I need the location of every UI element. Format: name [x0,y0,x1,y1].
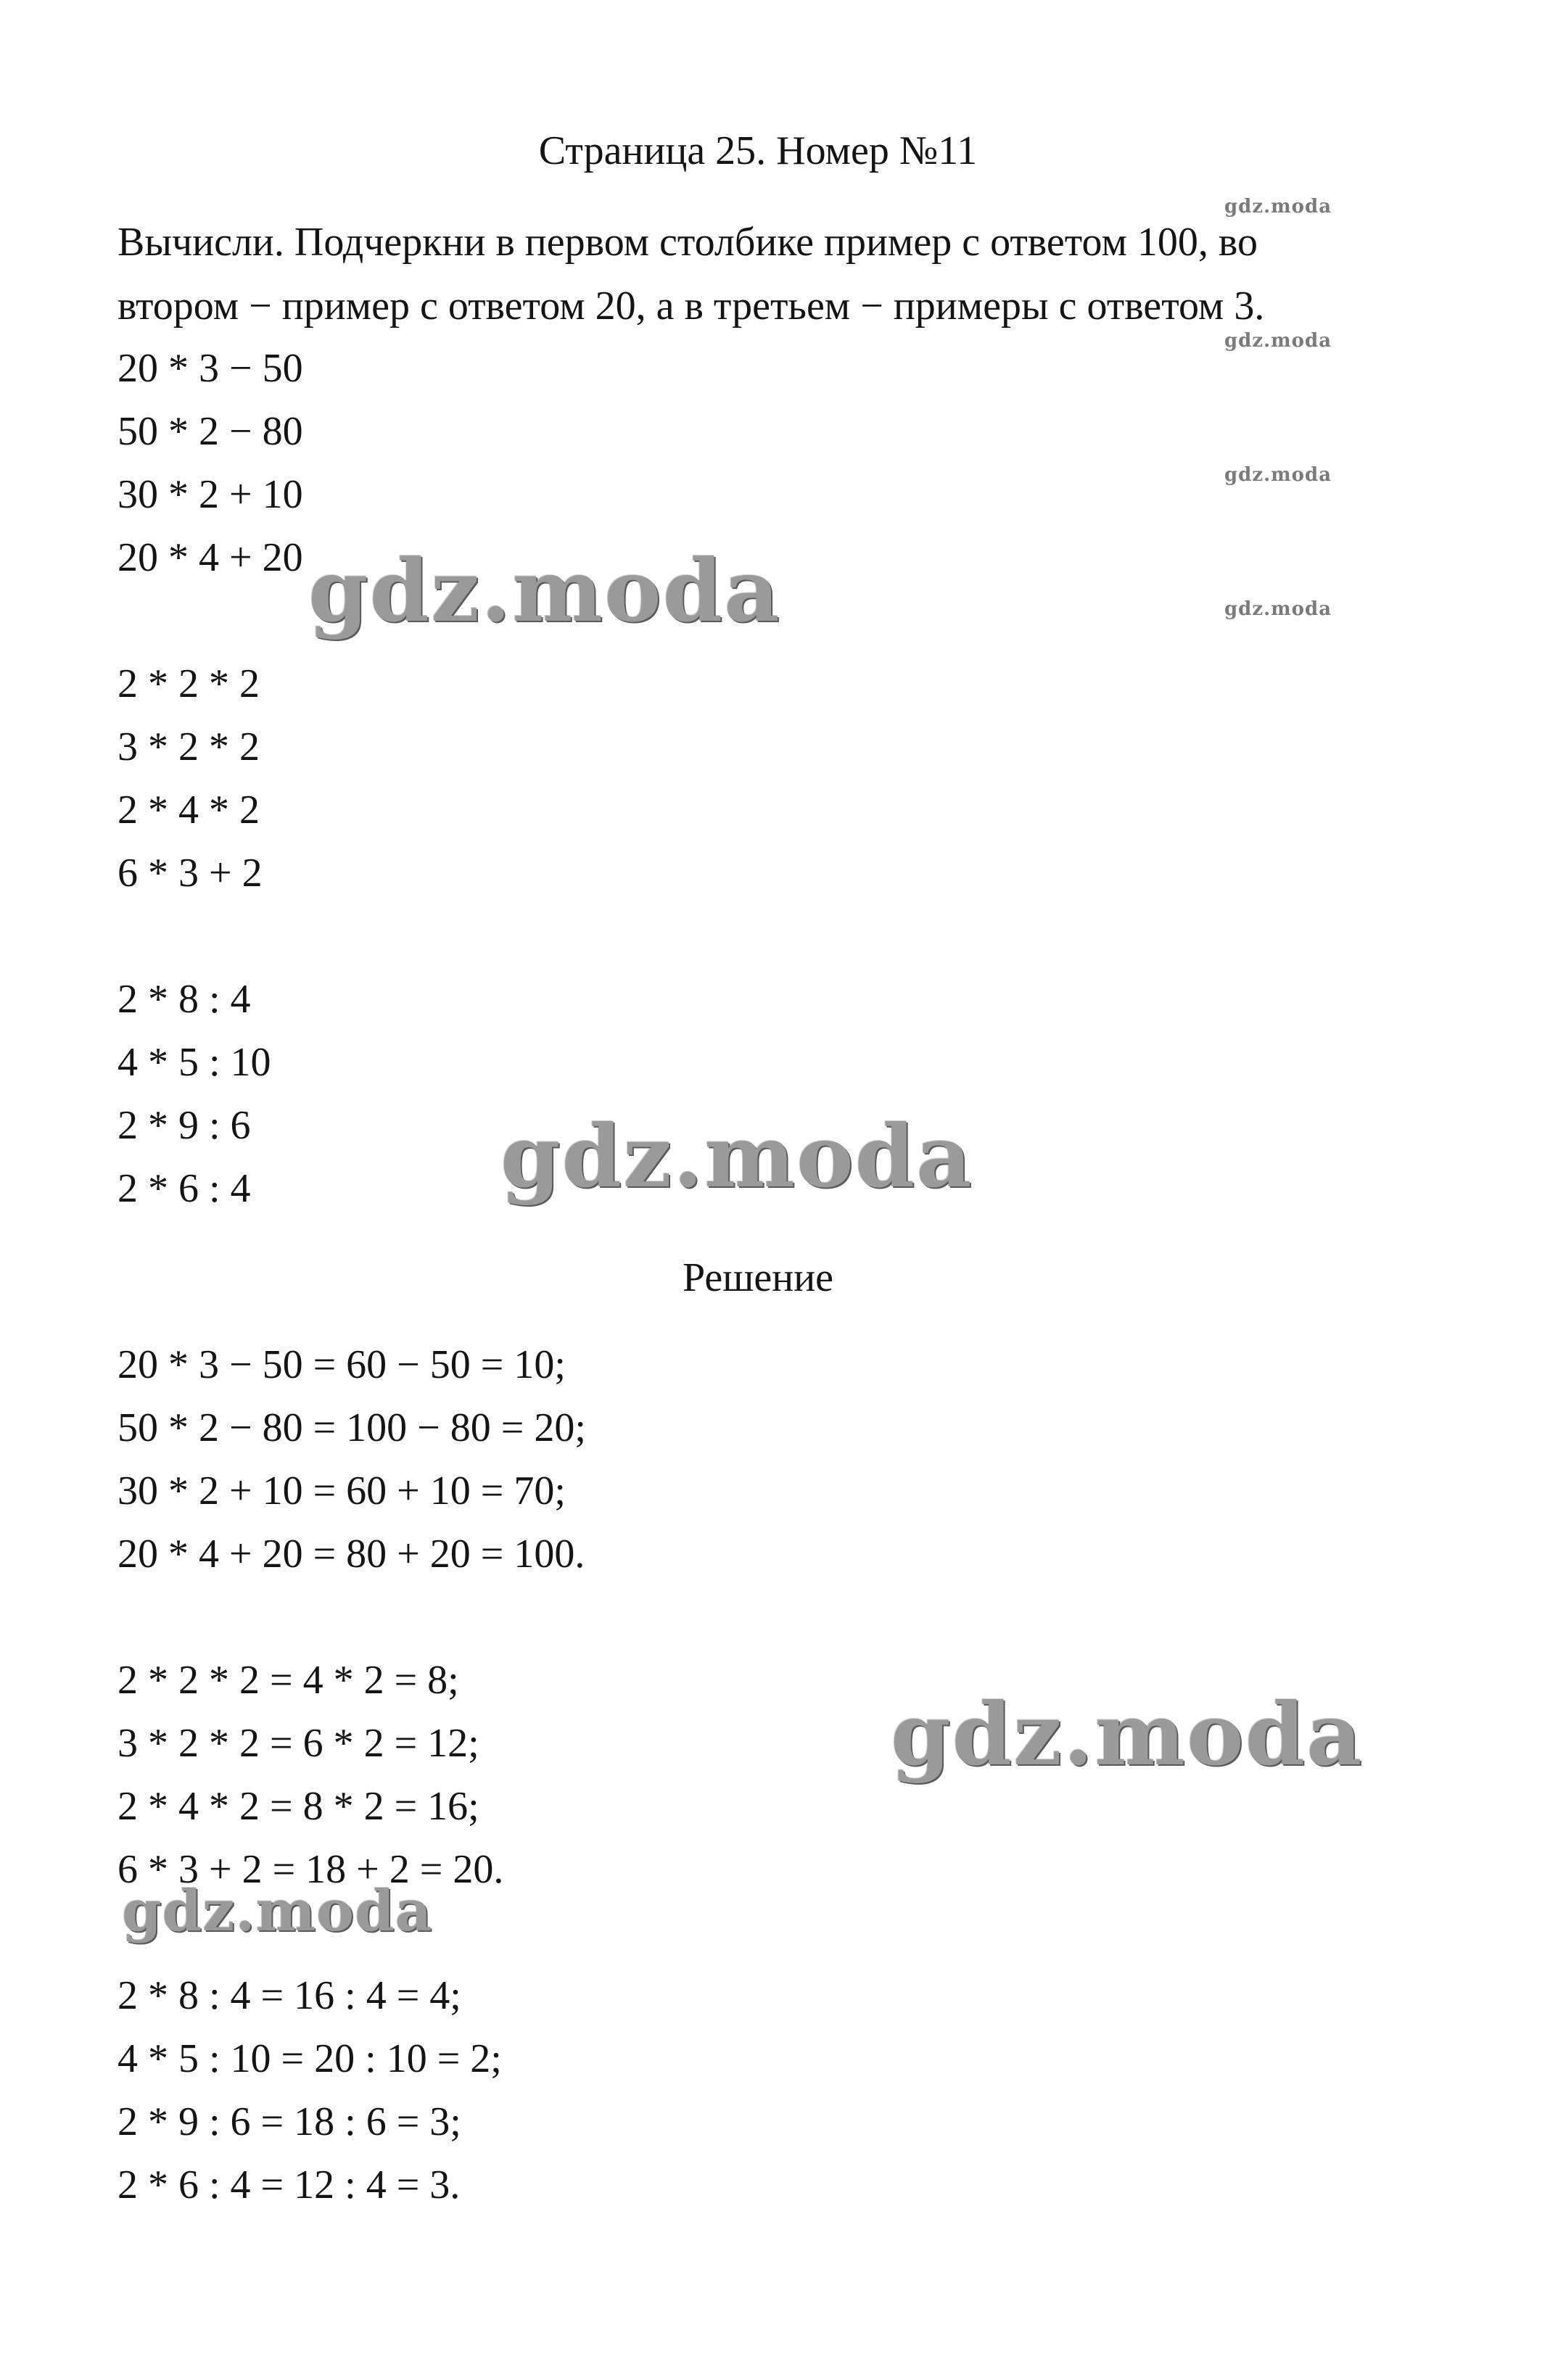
watermark: gdz.moda [1224,330,1332,352]
page-title: Страница 25. Номер №11 [538,128,978,173]
problem-line: 2 * 6 : 4 [118,1166,251,1211]
solution-line: 2 * 2 * 2 = 4 * 2 = 8; [118,1658,459,1703]
problem-line: 6 * 3 + 2 [118,851,263,896]
task-text: Вычисли. Подчеркни в первом столбике пример с ответом 100, во втором − пример с ответом 20, а в третьем − примеры с ответом 3. [118,220,1265,329]
solution-line: 2 * 8 : 4 = 16 : 4 = 4; [118,1973,461,2018]
watermark: gdz.moda [308,540,781,641]
watermark: gdz.moda [1224,196,1332,218]
problem-line: 2 * 2 * 2 [118,661,260,706]
solution-line: 4 * 5 : 10 = 20 : 10 = 2; [118,2036,502,2081]
solution-line: 20 * 4 + 20 = 80 + 20 = 100. [118,1532,585,1577]
problem-line: 30 * 2 + 10 [118,472,303,517]
solution-line: 30 * 2 + 10 = 60 + 10 = 70; [118,1468,566,1513]
solution-line: 6 * 3 + 2 = 18 + 2 = 20. [118,1847,504,1892]
problem-line: 3 * 2 * 2 [118,724,260,769]
problem-line: 2 * 9 : 6 [118,1103,251,1148]
watermark: gdz.moda [1224,598,1332,620]
solution-heading: Решение [682,1255,834,1300]
solution-line: 50 * 2 − 80 = 100 − 80 = 20; [118,1405,586,1450]
problem-line: 4 * 5 : 10 [118,1040,271,1085]
watermark: gdz.moda [1224,464,1332,486]
solution-line: 3 * 2 * 2 = 6 * 2 = 12; [118,1721,479,1766]
solution-line: 2 * 4 * 2 = 8 * 2 = 16; [118,1784,479,1829]
solution-line: 2 * 9 : 6 = 18 : 6 = 3; [118,2099,461,2144]
problem-line: 20 * 3 − 50 [118,346,303,391]
watermark: gdz.moda [122,1878,433,1944]
problem-line: 20 * 4 + 20 [118,535,303,580]
watermark: gdz.moda [891,1684,1364,1785]
problem-line: 2 * 8 : 4 [118,977,251,1022]
watermark: gdz.moda [500,1106,973,1207]
solution-line: 20 * 3 − 50 = 60 − 50 = 10; [118,1342,566,1387]
problem-line: 50 * 2 − 80 [118,409,303,454]
solution-line: 2 * 6 : 4 = 12 : 4 = 3. [118,2162,461,2207]
problem-line: 2 * 4 * 2 [118,788,260,832]
